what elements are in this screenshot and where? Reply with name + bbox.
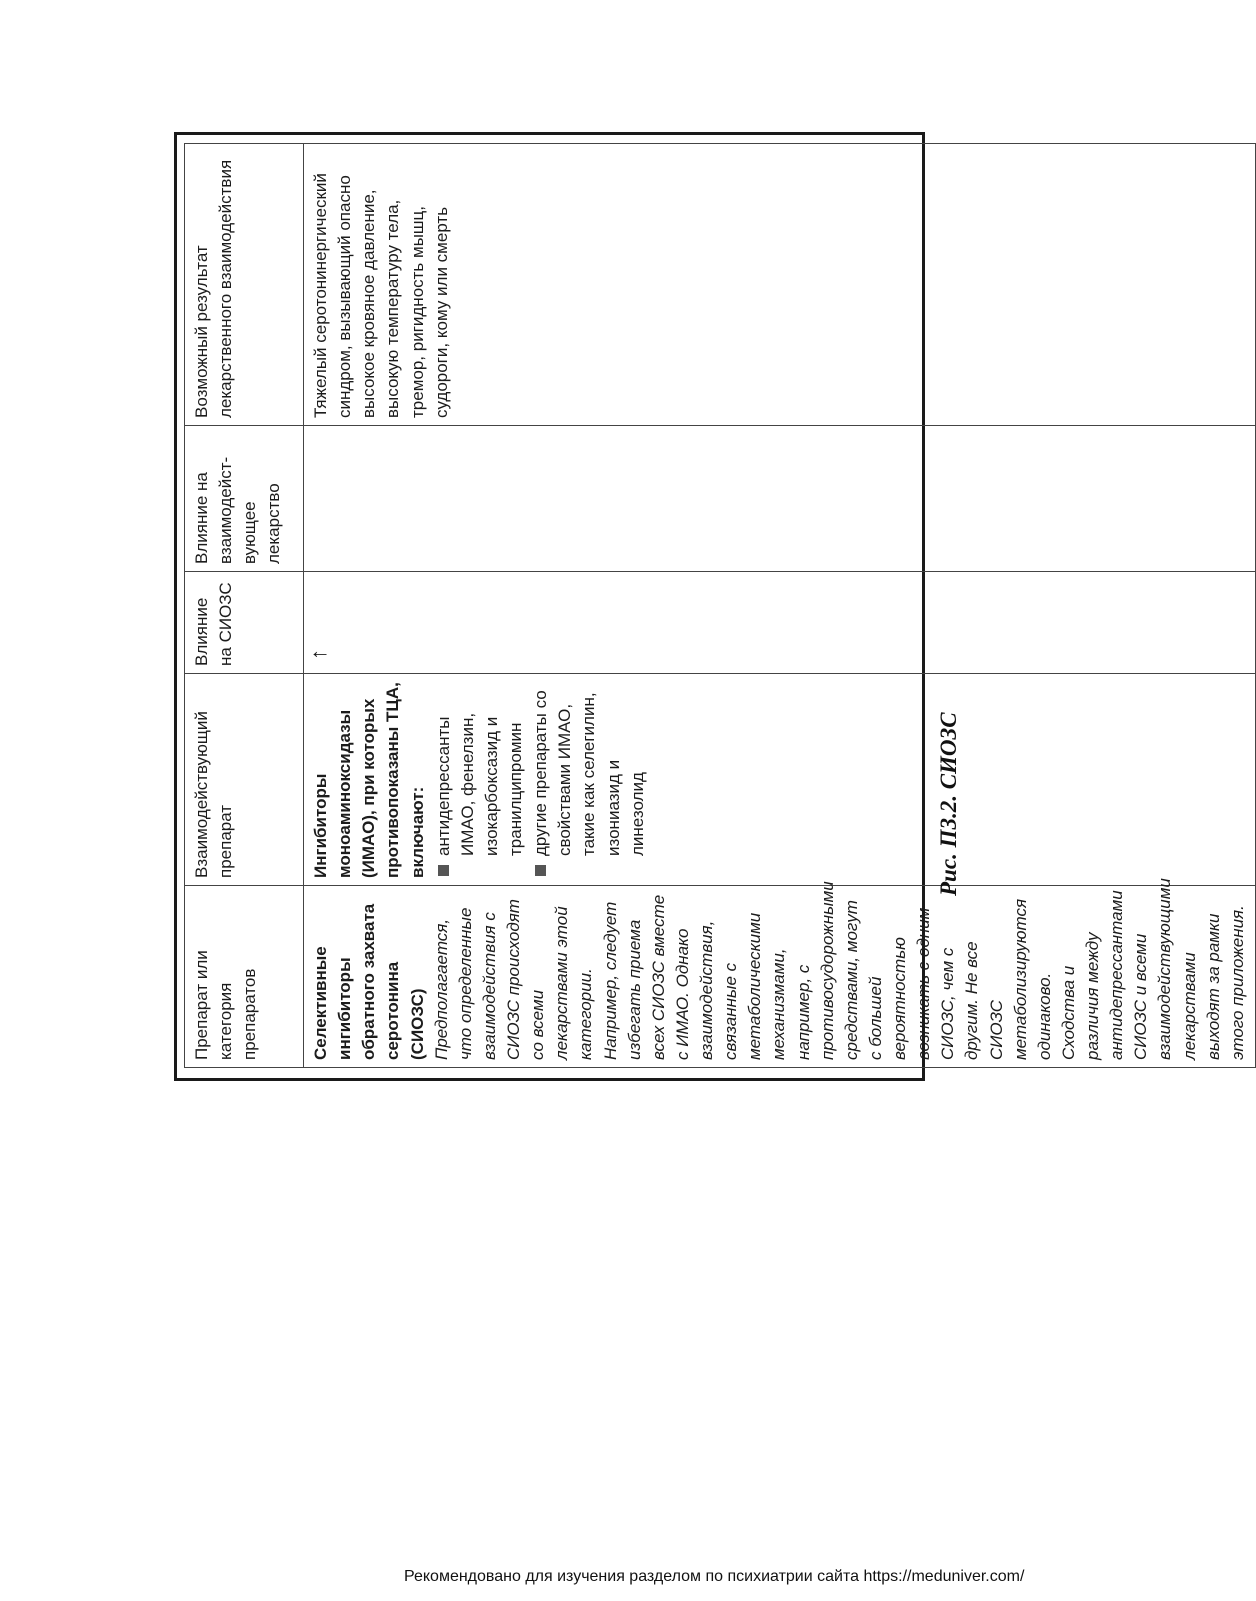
ssri-title: Селективные ингибиторы обратного захвата серотонина (СИОЗС) (311, 903, 427, 1060)
header-interacting-drug: Взаимодействующий препарат (185, 674, 304, 886)
cell-possible-result: Тяжелый серотонинергический синдром, вызывающий опасно высокое кровяное давление, высокую температуру тела, тремор, ригидность мышц, судороги, кому или смерть (304, 144, 1256, 426)
cell-effect-on-interacting-drug (304, 426, 1256, 572)
header-possible-result: Возможный результат лекарственного взаимодействия (185, 144, 304, 426)
cell-interacting-drug (304, 674, 1256, 886)
header-effect-on-interacting-drug: Влияние на взаимодейст-вующее лекарство (185, 426, 304, 572)
maoi-intro: Ингибиторы моноаминоксидазы (ИМАО), при которых противопоказаны ТЦА, включают: (311, 682, 427, 878)
list-item-text: антидепрессанты ИМАО, фенелзин, изокарбоксазид и транилципромин (433, 712, 525, 856)
square-bullet-icon (535, 865, 546, 876)
footer-note: Рекомендовано для изучения разделом по психиатрии сайта https://meduniver.com/ (404, 1568, 1025, 1585)
figure-caption: Рис. П3.2. СИОЗС (936, 712, 961, 896)
list-item (432, 681, 529, 878)
table-header-row (185, 144, 304, 1068)
table-row (304, 144, 1256, 1068)
header-effect-on-ssri: Влияние на СИОЗС (185, 572, 304, 674)
header-drug-category: Препарат или категория препаратов (185, 886, 304, 1068)
cell-drug-category (304, 878, 1256, 1068)
list-item (529, 681, 650, 878)
arrow-up-icon: ← (309, 638, 331, 663)
ssri-note: Предполагается, что определенные взаимодействия с СИОЗС происходят со всеми лекарствами этой категории. Например, следует избегать приема всех СИОЗС вместе с ИМАО. Однако взаимодействия, связанные с метаболическими механизмами, например, с противосудорожными средствами, могут с большей вероятностью возникать с одним СИОЗС, чем с другим. Не все СИОЗС метаболизируются одинаково. Сходства и различия между антидепрессантами СИОЗС и всеми взаимодействующими лекарствами выходят за рамки этого приложения. (431, 878, 1247, 1060)
maoi-list (432, 681, 650, 878)
square-bullet-icon (438, 865, 449, 876)
cell-effect-on-ssri (304, 572, 1256, 674)
drug-interaction-table (184, 143, 1256, 1068)
list-item-text: другие препараты со свойствами ИМАО, такие как селегилин, изониазид и линезолид (531, 690, 647, 856)
